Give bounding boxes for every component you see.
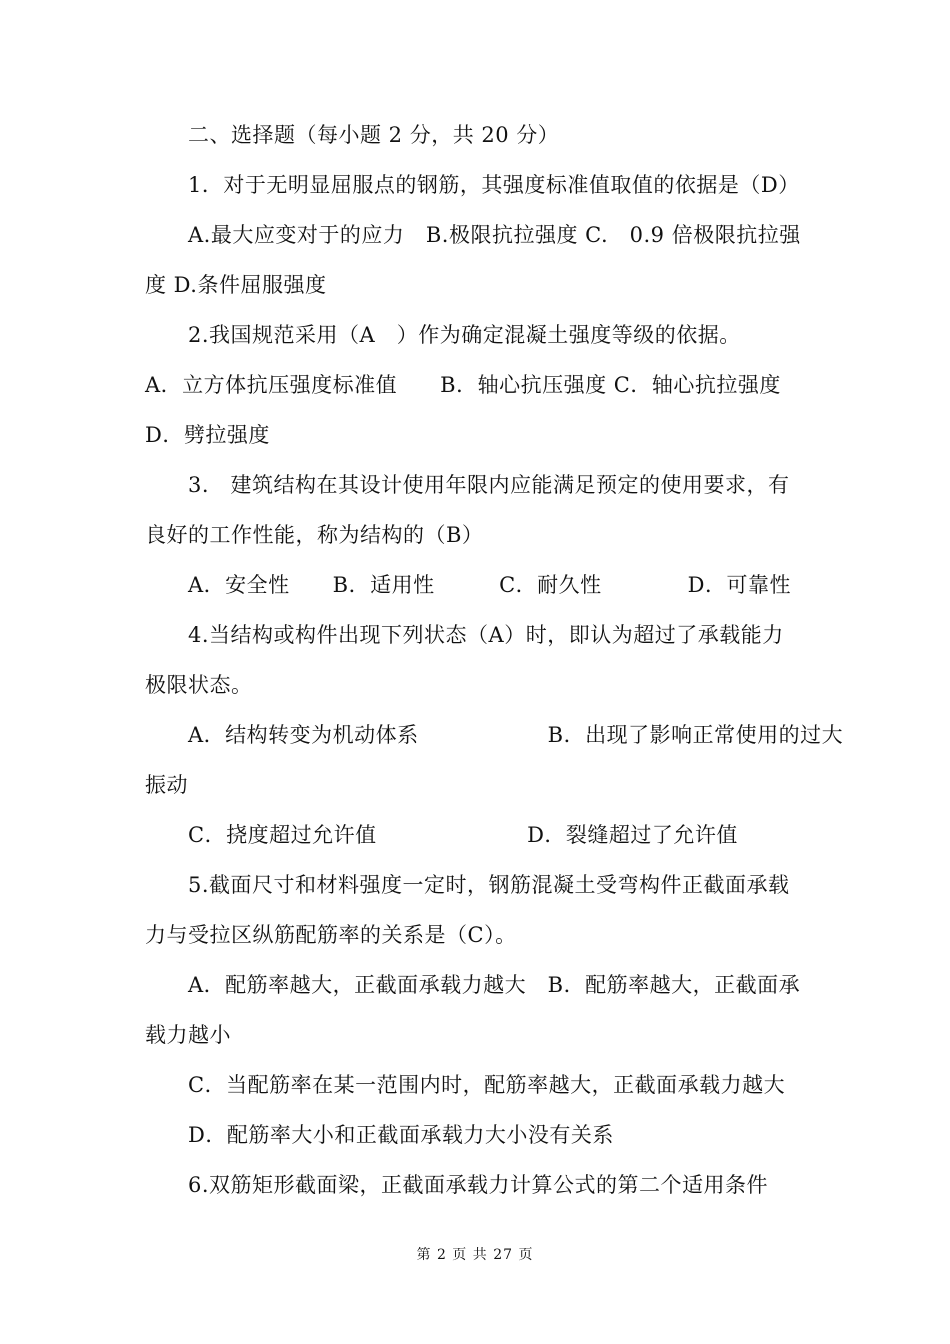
question-stem-line: 5.截面尺寸和材料强度一定时，钢筋混凝土受弯构件正截面承载 (188, 873, 790, 897)
question-4 (145, 610, 844, 860)
question-stem-line: 3. 建筑结构在其设计使用年限内应能满足预定的使用要求，有 (188, 473, 790, 497)
question-option-line: A．立方体抗压强度标准值 B．轴心抗压强度 C．轴心抗拉强度 (145, 373, 781, 397)
question-5 (145, 860, 810, 1160)
question-option-line: A．结构转变为机动体系 B．出现了影响正常使用的过大 (188, 723, 844, 747)
question-option-line: 载力越小 (145, 1023, 231, 1047)
question-option-line: A．安全性 B．适用性 C．耐久性 D．可靠性 (188, 573, 792, 597)
page-content (145, 110, 844, 1210)
section-title-line: 二、选择题（每小题 2 分，共 20 分） (188, 123, 560, 147)
question-stem-line: 6.双筋矩形截面梁，正截面承载力计算公式的第二个适用条件 (188, 1173, 769, 1197)
question-option-line: A.最大应变对于的应力 B.极限抗拉强度 C. 0.9 倍极限抗拉强 (188, 223, 801, 247)
question-option-line: 振动 (145, 773, 188, 797)
question-3 (145, 460, 810, 610)
question-1 (145, 160, 810, 310)
question-option-line: 度 D.条件屈服强度 (145, 273, 327, 297)
question-option-line: D．劈拉强度 (145, 423, 270, 447)
question-2 (145, 310, 810, 460)
question-stem-line: 极限状态。 (145, 673, 253, 697)
question-option-line: D．配筋率大小和正截面承载力大小没有关系 (188, 1123, 614, 1147)
question-option-line: C．挠度超过允许值 D．裂缝超过了允许值 (188, 823, 738, 847)
page-footer: 第 2 页 共 27 页 (416, 1247, 534, 1263)
question-option-line: A．配筋率越大，正截面承载力越大 B．配筋率越大，正截面承 (188, 973, 801, 997)
question-stem-line: 力与受拉区纵筋配筋率的关系是（C）。 (145, 923, 517, 947)
question-stem-line: 良好的工作性能，称为结构的（B） (145, 523, 484, 547)
question-stem-line: 2.我国规范采用（A ）作为确定混凝土强度等级的依据。 (188, 323, 741, 347)
question-stem-line: 4.当结构或构件出现下列状态（A）时，即认为超过了承载能力 (188, 623, 784, 647)
question-6 (145, 1160, 810, 1210)
question-option-line: C．当配筋率在某一范围内时，配筋率越大，正截面承载力越大 (188, 1073, 786, 1097)
section-title (145, 110, 810, 160)
question-stem-line: 1．对于无明显屈服点的钢筋，其强度标准值取值的依据是（D） (188, 173, 800, 197)
